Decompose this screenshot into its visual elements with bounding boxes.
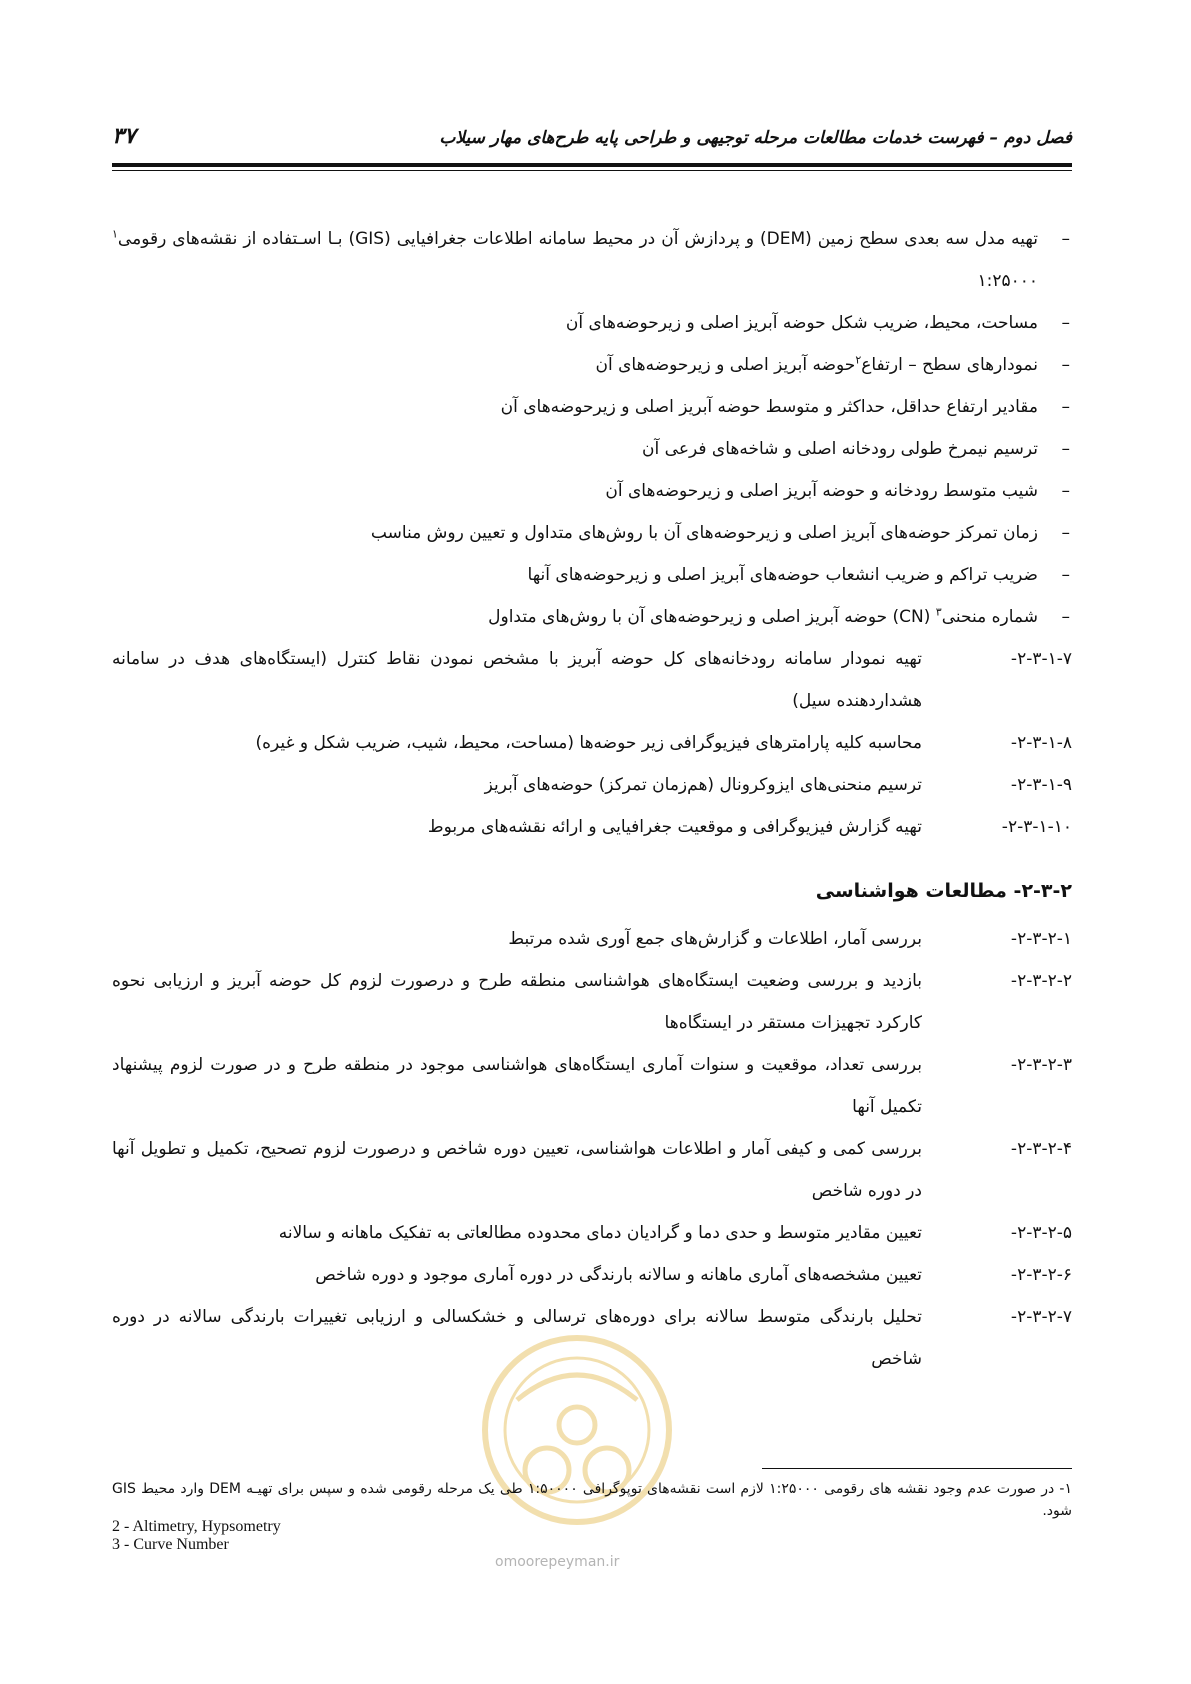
item-text: محاسبه کلیه پارامترهای فیزیوگرافی زیر حوضه‌ها (مساحت، محیط، شیب، ضریب شکل و غیره) <box>255 733 922 753</box>
footnote-3: 3 - Curve Number <box>112 1536 229 1553</box>
item-text: تعیین مقادیر متوسط و حدی دما و گرادیان دمای محدوده مطالعاتی به تفکیک ماهانه و سالانه <box>278 1223 922 1243</box>
chapter-title: فصل دوم – فهرست خدمات مطالعات مرحله توجیهی و طراحی پایه طرح‌های مهار سیلاب <box>439 128 1072 148</box>
bullet-dash: – <box>1061 355 1070 375</box>
numbered-item <box>112 918 1072 960</box>
item-number: ۲-۳-۲-۵- <box>1010 1223 1072 1243</box>
bullet-dash: – <box>1061 565 1070 585</box>
item-text: تهیه گزارش فیزیوگرافی و موقعیت جغرافیایی و ارائه نقشه‌های مربوط <box>427 817 922 837</box>
watermark-url: omoorepeyman.ir <box>495 1554 620 1570</box>
running-header <box>112 124 1072 168</box>
numbered-item <box>112 806 1072 848</box>
item-text: بررسی کمی و کیفی آمار و اطلاعات هواشناسی، تعیین دوره شاخص و درصورت لزوم تصحیح، تکمیل و تطویل آنها در دوره شاخص <box>112 1139 922 1201</box>
footnote-ref: ۲ <box>855 353 862 367</box>
bullet-text: ضریب تراکم و ضریب انشعاب حوضه‌های آبریز اصلی و زیرحوضه‌های آنها <box>527 565 1038 585</box>
bullet-dash: – <box>1061 313 1070 333</box>
body-text <box>112 218 1072 1380</box>
bullet-item <box>112 428 1072 470</box>
bullet-item <box>112 302 1072 344</box>
bullet-text: مساحت، محیط، ضریب شکل حوضه آبریز اصلی و زیرحوضه‌های آن <box>565 313 1038 333</box>
item-number: ۲-۳-۲-۴- <box>1010 1139 1072 1159</box>
bullet-dash: – <box>1061 397 1070 417</box>
item-text: بررسی تعداد، موقعیت و سنوات آماری ایستگاه‌های هواشناسی موجود در منطقه طرح و در صورت لزوم پیشنهاد تکمیل آنها <box>112 1055 922 1117</box>
numbered-list-b <box>112 918 1072 1380</box>
footnote-1: ۱- در صورت عدم وجود نقشه های رقومی ۱:۲۵۰۰۰ لازم است نقشه‌های توپوگرافی ۱:۵۰۰۰۰ طی یک مرحله رقومی شده و سپس برای تهیـه DEM وارد محیط GIS شود. <box>112 1481 1072 1519</box>
bullet-dash: – <box>1061 523 1070 543</box>
numbered-item <box>112 1044 1072 1128</box>
bullet-item <box>112 218 1072 302</box>
bullet-text-tail: حوضه آبریز اصلی و زیرحوضه‌های آن <box>595 355 856 375</box>
bullet-text: تهیه مدل سه بعدی سطح زمین (DEM) و پردازش آن در محیط سامانه اطلاعات جغرافیایی (GIS) بـا اسـتفاده از نقشه‌های رقومی <box>117 229 1038 249</box>
header-rule-thick <box>112 163 1072 167</box>
item-number: ۲-۳-۱-۱۰- <box>1001 817 1072 837</box>
section-heading: ۲-۳-۲- مطالعات هواشناسی <box>815 880 1072 902</box>
numbered-item <box>112 764 1072 806</box>
item-number: ۲-۳-۱-۹- <box>1010 775 1072 795</box>
footnote-rule <box>762 1468 1072 1469</box>
item-text: تعیین مشخصه‌های آماری ماهانه و سالانه بارندگی در دوره آماری موجود و دوره شاخص <box>315 1265 922 1285</box>
bullet-text: زمان تمرکز حوضه‌های آبریز اصلی و زیرحوضه‌های آن با روش‌های متداول و تعیین روش مناسب <box>370 523 1038 543</box>
bullet-dash: – <box>1061 607 1070 627</box>
item-number: ۲-۳-۲-۶- <box>1010 1265 1072 1285</box>
numbered-item <box>112 960 1072 1044</box>
item-text: تهیه نمودار سامانه رودخانه‌های کل حوضه آبریز با مشخص نمودن نقاط کنترل (ایستگاه‌های هدف در سامانه هشداردهنده سیل) <box>112 649 922 711</box>
numbered-item <box>112 1212 1072 1254</box>
item-text: بازدید و بررسی وضعیت ایستگاه‌های هواشناسی منطقه طرح و درصورت لزوم کل حوضه آبریز و ارزیابی نحوه کارکرد تجهیزات مستقر در ایستگاه‌ها <box>112 971 922 1033</box>
bullet-text: شیب متوسط رودخانه و حوضه آبریز اصلی و زیرحوضه‌های آن <box>605 481 1038 501</box>
bullet-item <box>112 344 1072 386</box>
footnote-ref: ۳ <box>935 605 942 619</box>
numbered-item <box>112 638 1072 722</box>
bullet-item <box>112 386 1072 428</box>
bullet-list <box>112 218 1072 638</box>
bullet-item <box>112 554 1072 596</box>
bullet-text-tail: (CN) حوضه آبریز اصلی و زیرحوضه‌های آن با روش‌های متداول <box>488 607 936 627</box>
bullet-text-tail: ۱:۲۵۰۰۰ <box>977 271 1038 291</box>
page-number: ۳۷ <box>112 124 136 149</box>
bullet-item <box>112 470 1072 512</box>
item-number: ۲-۳-۲-۱- <box>1010 929 1072 949</box>
footnote-ref: ۱ <box>112 227 118 241</box>
bullet-text: ترسیم نیمرخ طولی رودخانه اصلی و شاخه‌های فرعی آن <box>642 439 1038 459</box>
item-number: ۲-۳-۱-۸- <box>1010 733 1072 753</box>
bullet-text: مقادیر ارتفاع حداقل، حداکثر و متوسط حوضه آبریز اصلی و زیرحوضه‌های آن <box>500 397 1038 417</box>
item-text: بررسی آمار، اطلاعات و گزارش‌های جمع آوری شده مرتبط <box>508 929 922 949</box>
bullet-dash: – <box>1061 481 1070 501</box>
numbered-item <box>112 722 1072 764</box>
item-text: تحلیل بارندگی متوسط سالانه برای دوره‌های ترسالی و خشکسالی و ارزیابی تغییرات بارندگی سالانه در دوره شاخص <box>112 1307 922 1369</box>
item-number: ۲-۳-۲-۲- <box>1010 971 1072 991</box>
item-text: ترسیم منحنی‌های ایزوکرونال (هم‌زمان تمرکز) حوضه‌های آبریز <box>484 775 922 795</box>
header-rule-thin <box>112 170 1072 171</box>
item-number: ۲-۳-۲-۷- <box>1010 1307 1072 1327</box>
bullet-dash: – <box>1061 229 1070 249</box>
item-number: ۲-۳-۱-۷- <box>1010 649 1072 669</box>
numbered-list-a <box>112 638 1072 848</box>
bullet-item <box>112 596 1072 638</box>
numbered-item <box>112 1254 1072 1296</box>
footnote-2: 2 - Altimetry, Hypsometry <box>112 1518 281 1535</box>
bullet-dash: – <box>1061 439 1070 459</box>
bullet-text: شماره منحنی <box>941 607 1038 627</box>
bullet-item <box>112 512 1072 554</box>
numbered-item <box>112 1128 1072 1212</box>
item-number: ۲-۳-۲-۳- <box>1010 1055 1072 1075</box>
bullet-text: نمودارهای سطح – ارتفاع <box>861 355 1038 375</box>
